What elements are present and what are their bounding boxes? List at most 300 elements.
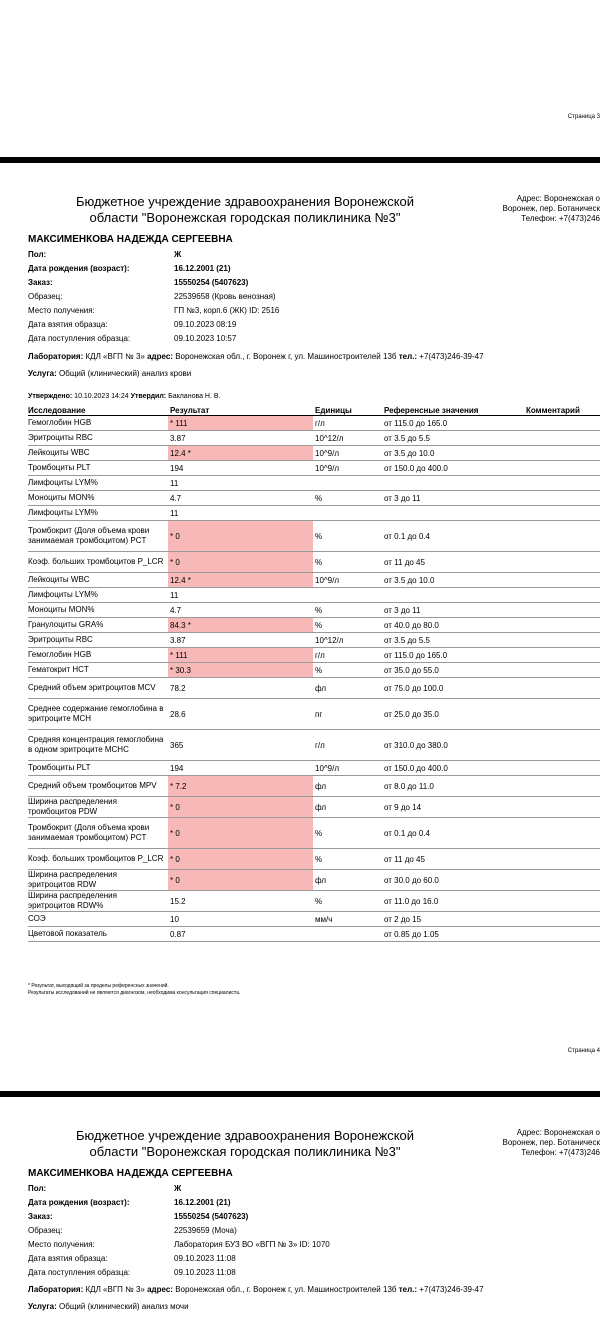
cell-name [28, 663, 166, 677]
cell-unit-text: фл [315, 802, 327, 812]
cell-ref [384, 476, 524, 490]
cell-name [28, 446, 166, 460]
cell-result-text: * 7.2 [170, 781, 187, 791]
info-label: Пол: [28, 1184, 47, 1193]
cell-name [28, 849, 166, 869]
info-value: 09.10.2023 08:19 [174, 320, 237, 329]
table-row [28, 927, 600, 942]
info-value: 09.10.2023 11:08 [174, 1268, 236, 1277]
info-row [28, 248, 588, 262]
table-row [28, 603, 600, 618]
cell-name [28, 818, 166, 848]
info-row [28, 1196, 588, 1210]
info-row [28, 332, 588, 346]
cell-comment [526, 431, 600, 445]
table-body [28, 416, 600, 942]
cell-ref-text: от 3.5 до 10.0 [384, 575, 435, 585]
cell-ref [384, 588, 524, 602]
table-row [28, 618, 600, 633]
cell-result-text: 0.87 [170, 929, 186, 939]
cell-ref [384, 506, 524, 520]
cell-result [168, 431, 313, 445]
cell-name-text: Коэф. больших тромбоцитов P_LCR [28, 854, 164, 863]
cell-comment [526, 603, 600, 617]
cell-name [28, 648, 166, 662]
addr-value: Воронежская обл., г. Воронеж г, ул. Машиностроителей 13б [175, 352, 397, 361]
info-row [28, 290, 588, 304]
cell-ref [384, 730, 524, 760]
address-line-2: Воронеж, пер. Ботаническ [502, 204, 600, 213]
cell-comment [526, 699, 600, 729]
cell-name [28, 506, 166, 520]
cell-ref [384, 521, 524, 551]
cell-unit-text: фл [315, 781, 327, 791]
table-row [28, 870, 600, 891]
cell-result-text: * 111 [170, 650, 188, 660]
cell-unit [315, 603, 381, 617]
info-value: 16.12.2001 (21) [174, 1198, 231, 1207]
cell-name [28, 491, 166, 505]
page-separator [0, 157, 600, 163]
cell-unit [315, 461, 381, 475]
cell-result [168, 776, 313, 796]
cell-unit [315, 678, 381, 698]
cell-result [168, 891, 313, 911]
cell-ref [384, 797, 524, 817]
table-row [28, 849, 600, 870]
table-row [28, 552, 600, 573]
approver-value: Бакланова Н. В. [168, 393, 221, 400]
cell-comment [526, 849, 600, 869]
cell-ref [384, 648, 524, 662]
cell-name-text: Тромбокрит (Доля объема крови занимаемая тромбоцитом) PCT [28, 526, 150, 545]
lab-label: Лаборатория: [28, 1285, 84, 1294]
cell-ref-text: от 3.5 до 5.5 [384, 433, 430, 443]
approval-line [28, 393, 221, 400]
cell-result [168, 699, 313, 729]
cell-name [28, 912, 166, 926]
service-line [28, 1302, 189, 1311]
cell-comment [526, 506, 600, 520]
cell-ref-text: от 30.0 до 60.0 [384, 875, 439, 885]
service-line [28, 369, 191, 378]
cell-name-text: Средний объем эритроцитов MCV [28, 683, 156, 692]
cell-ref-text: от 11 до 45 [384, 854, 425, 864]
info-label: Дата поступления образца: [28, 334, 131, 343]
cell-ref-text: от 2 до 15 [384, 914, 422, 924]
cell-name [28, 761, 166, 775]
info-label: Место получения: [28, 1240, 95, 1249]
organization-title [40, 194, 450, 226]
cell-result [168, 416, 313, 430]
cell-ref-text: от 40.0 до 80.0 [384, 620, 439, 630]
cell-ref-text: от 150.0 до 400.0 [384, 463, 448, 473]
cell-name [28, 476, 166, 490]
cell-name-text: Коэф. больших тромбоцитов P_LCR [28, 557, 164, 566]
info-value: 09.10.2023 10:57 [174, 334, 237, 343]
cell-name [28, 416, 166, 430]
lab-value: КДЛ «ВГП № 3» [85, 1285, 145, 1294]
cell-name [28, 776, 166, 796]
cell-ref-text: от 3.5 до 10.0 [384, 448, 435, 458]
cell-unit-text: мм/ч [315, 914, 333, 924]
service-value: Общий (клинический) анализ крови [59, 369, 192, 378]
cell-unit [315, 588, 381, 602]
cell-comment [526, 416, 600, 430]
info-value: 15550254 (5407623) [174, 1212, 249, 1221]
cell-ref [384, 891, 524, 911]
cell-ref-text: от 8.0 до 11.0 [384, 781, 434, 791]
info-value: 22539658 (Кровь венозная) [174, 292, 276, 301]
cell-ref [384, 870, 524, 890]
cell-result [168, 552, 313, 572]
cell-result [168, 506, 313, 520]
cell-unit-text: г/л [315, 418, 325, 428]
cell-result [168, 818, 313, 848]
table-row [28, 573, 600, 588]
cell-unit [315, 573, 381, 587]
cell-ref-text: от 11.0 до 16.0 [384, 896, 439, 906]
table-row [28, 648, 600, 663]
cell-result-text: 194 [170, 763, 184, 773]
cell-unit [315, 818, 381, 848]
cell-result [168, 912, 313, 926]
cell-result-text: 10 [170, 914, 179, 924]
cell-unit-text: 10^12/л [315, 433, 344, 443]
address-line-1: Адрес: Воронежская о [516, 194, 600, 203]
cell-unit-text: 10^9/л [315, 763, 339, 773]
cell-result-text: 84.3 * [170, 620, 191, 630]
cell-result [168, 870, 313, 890]
cell-comment [526, 912, 600, 926]
table-row [28, 818, 600, 849]
cell-ref [384, 927, 524, 941]
cell-unit [315, 870, 381, 890]
cell-name-text: СОЭ [28, 914, 46, 923]
cell-comment [526, 776, 600, 796]
org-line-1: Бюджетное учреждение здравоохранения Воронежской [75, 194, 415, 209]
tel-label: тел.: [398, 1285, 418, 1294]
cell-ref-text: от 3 до 11 [384, 493, 421, 503]
info-value: ГП №3, корп.6 (ЖК) ID: 2516 [174, 306, 280, 315]
cell-unit-text: пг [315, 709, 323, 719]
cell-comment [526, 573, 600, 587]
info-row [28, 1252, 588, 1266]
table-row [28, 416, 600, 431]
tel-label: тел.: [398, 352, 418, 361]
approved-value: 10.10.2023 14:24 [74, 393, 129, 400]
info-value: 22539659 (Моча) [174, 1226, 237, 1235]
cell-unit-text: фл [315, 683, 327, 693]
info-label: Дата рождения (возраст): [28, 1198, 130, 1207]
cell-result [168, 461, 313, 475]
table-row [28, 521, 600, 552]
cell-result [168, 648, 313, 662]
cell-ref [384, 603, 524, 617]
cell-unit-text: % [315, 854, 323, 864]
cell-result [168, 491, 313, 505]
cell-result-text: * 30.3 [170, 665, 191, 675]
cell-ref-text: от 0.1 до 0.4 [384, 531, 430, 541]
cell-ref [384, 552, 524, 572]
cell-ref [384, 912, 524, 926]
header-comment: Комментарий [526, 406, 580, 415]
cell-result-text: 11 [170, 590, 179, 600]
cell-result-text: 4.7 [170, 493, 182, 503]
cell-ref [384, 761, 524, 775]
cell-unit [315, 776, 381, 796]
cell-ref-text: от 3 до 11 [384, 605, 421, 615]
cell-comment [526, 552, 600, 572]
cell-name-text: Лимфоциты LYM% [28, 590, 98, 599]
page-separator [0, 1091, 600, 1097]
cell-name [28, 461, 166, 475]
cell-ref-text: от 310.0 до 380.0 [384, 740, 448, 750]
cell-ref [384, 849, 524, 869]
cell-result [168, 476, 313, 490]
cell-result [168, 603, 313, 617]
org-address [503, 194, 600, 224]
info-label: Заказ: [28, 278, 53, 287]
table-row [28, 476, 600, 491]
cell-comment [526, 870, 600, 890]
cell-ref-text: от 9 до 14 [384, 802, 422, 812]
cell-unit-text: % [315, 493, 323, 503]
cell-ref [384, 431, 524, 445]
cell-result-text: * 0 [170, 557, 180, 567]
patient-name: МАКСИМЕНКОВА НАДЕЖДА СЕРГЕЕВНА [28, 1168, 233, 1179]
info-label: Образец: [28, 1226, 63, 1235]
cell-unit [315, 648, 381, 662]
cell-ref-text: от 35.0 до 55.0 [384, 665, 439, 675]
org-line-1: Бюджетное учреждение здравоохранения Воронежской [75, 1128, 415, 1143]
patient-info [28, 248, 588, 346]
cell-ref-text: от 25.0 до 35.0 [384, 709, 439, 719]
table-row [28, 912, 600, 927]
cell-name-text: Цветовой показатель [28, 929, 107, 938]
cell-name-text: Гранулоциты GRA% [28, 620, 104, 629]
cell-result [168, 446, 313, 460]
table-row [28, 446, 600, 461]
addr-value: Воронежская обл., г. Воронеж г, ул. Машиностроителей 13б [175, 1285, 397, 1294]
table-row [28, 663, 600, 678]
address-line-1: Адрес: Воронежская о [516, 1128, 600, 1137]
table-row [28, 588, 600, 603]
info-label: Заказ: [28, 1212, 53, 1221]
cell-comment [526, 461, 600, 475]
info-value: Лаборатория БУЗ ВО «ВГП № 3» ID: 1070 [174, 1240, 330, 1249]
footnote-2: Результаты исследований не являются диагнозом, необходима консультация специалиста. [28, 990, 241, 996]
cell-name [28, 797, 166, 817]
cell-ref [384, 818, 524, 848]
cell-name-text: Тромбоциты PLT [28, 463, 91, 472]
cell-name-text: Лимфоциты LYM% [28, 478, 98, 487]
cell-name [28, 618, 166, 632]
cell-unit [315, 618, 381, 632]
cell-ref-text: от 11 до 45 [384, 557, 425, 567]
cell-result [168, 730, 313, 760]
cell-comment [526, 730, 600, 760]
info-label: Дата поступления образца: [28, 1268, 131, 1277]
cell-result-text: 4.7 [170, 605, 182, 615]
cell-ref [384, 633, 524, 647]
cell-ref [384, 491, 524, 505]
cell-name-text: Лейкоциты WBC [28, 448, 90, 457]
addr-label: адрес: [147, 352, 173, 361]
cell-unit-text: % [315, 620, 323, 630]
info-row [28, 262, 588, 276]
cell-name-text: Гематокрит HCT [28, 665, 89, 674]
cell-comment [526, 663, 600, 677]
cell-ref-text: от 3.5 до 5.5 [384, 635, 430, 645]
cell-result-text: * 111 [170, 418, 188, 428]
cell-ref-text: от 115.0 до 165.0 [384, 418, 448, 428]
cell-comment [526, 797, 600, 817]
cell-ref-text: от 150.0 до 400.0 [384, 763, 448, 773]
cell-comment [526, 818, 600, 848]
cell-result-text: 12.4 * [170, 448, 191, 458]
table-row [28, 761, 600, 776]
cell-comment [526, 476, 600, 490]
cell-result [168, 797, 313, 817]
table-row [28, 491, 600, 506]
cell-unit [315, 476, 381, 490]
info-value: 09.10.2023 11:08 [174, 1254, 236, 1263]
cell-unit [315, 633, 381, 647]
info-row [28, 304, 588, 318]
cell-result-text: 365 [170, 740, 184, 750]
lab-line [28, 1285, 484, 1294]
service-label: Услуга: [28, 369, 57, 378]
cell-result-text: 78.2 [170, 683, 186, 693]
info-row [28, 1266, 588, 1280]
cell-unit [315, 912, 381, 926]
cell-comment [526, 648, 600, 662]
cell-unit [315, 431, 381, 445]
address-line-3: Телефон: +7(473)246 [521, 214, 600, 223]
info-value: 16.12.2001 (21) [174, 264, 231, 273]
cell-unit [315, 491, 381, 505]
cell-name-text: Средний объем тромбоцитов MPV [28, 781, 157, 790]
header-ref: Референсные значения [384, 406, 479, 415]
cell-name [28, 573, 166, 587]
cell-name-text: Гемоглобин HGB [28, 650, 92, 659]
cell-result-text: * 0 [170, 875, 180, 885]
cell-ref [384, 416, 524, 430]
cell-ref [384, 461, 524, 475]
organization-title [40, 1128, 450, 1160]
cell-result [168, 849, 313, 869]
cell-name-text: Лейкоциты WBC [28, 575, 90, 584]
table-row [28, 461, 600, 476]
cell-ref-text: от 0.1 до 0.4 [384, 828, 430, 838]
cell-unit [315, 699, 381, 729]
cell-result-text: * 0 [170, 802, 180, 812]
cell-result [168, 927, 313, 941]
table-row [28, 633, 600, 648]
cell-unit [315, 521, 381, 551]
table-row [28, 431, 600, 446]
cell-result-text: 3.87 [170, 635, 186, 645]
address-line-3: Телефон: +7(473)246 [521, 1148, 600, 1157]
cell-name-text: Эритроциты RBC [28, 433, 93, 442]
org-line-2: области "Воронежская городская поликлиника №3" [89, 1144, 401, 1159]
cell-unit [315, 446, 381, 460]
cell-result [168, 521, 313, 551]
cell-name [28, 927, 166, 941]
cell-unit-text: % [315, 665, 323, 675]
cell-result-text: 15.2 [170, 896, 186, 906]
org-line-2: области "Воронежская городская поликлиника №3" [89, 210, 401, 225]
cell-unit [315, 849, 381, 869]
cell-ref-text: от 75.0 до 100.0 [384, 683, 444, 693]
cell-comment [526, 678, 600, 698]
header-unit: Единицы [315, 406, 352, 415]
cell-unit-text: г/л [315, 650, 325, 660]
table-row [28, 506, 600, 521]
cell-name [28, 552, 166, 572]
tel-value: +7(473)246-39-47 [419, 352, 484, 361]
cell-unit-text: % [315, 828, 323, 838]
cell-name [28, 603, 166, 617]
info-label: Дата рождения (возраст): [28, 264, 130, 273]
cell-unit-text: % [315, 896, 323, 906]
cell-comment [526, 761, 600, 775]
table-header [28, 405, 600, 416]
approved-label: Утверждено: [28, 393, 73, 400]
info-row [28, 1238, 588, 1252]
info-label: Дата взятия образца: [28, 320, 108, 329]
cell-unit [315, 416, 381, 430]
info-label: Пол: [28, 250, 47, 259]
cell-result-text: * 0 [170, 531, 180, 541]
cell-comment [526, 618, 600, 632]
cell-ref [384, 573, 524, 587]
cell-result [168, 663, 313, 677]
cell-result-text: 3.87 [170, 433, 186, 443]
cell-result [168, 678, 313, 698]
cell-unit-text: % [315, 557, 323, 567]
cell-unit-text: % [315, 531, 323, 541]
cell-comment [526, 491, 600, 505]
cell-unit [315, 761, 381, 775]
info-value: Ж [174, 1184, 182, 1193]
cell-result-text: * 0 [170, 828, 180, 838]
cell-unit [315, 730, 381, 760]
approver-label: Утвердил: [130, 393, 167, 400]
cell-ref-text: от 0.85 до 1.05 [384, 929, 439, 939]
cell-name [28, 870, 166, 890]
cell-ref [384, 699, 524, 729]
info-row [28, 276, 588, 290]
cell-result-text: 11 [170, 478, 179, 488]
cell-name-text: Ширина распределения эритроцитов RDW [28, 870, 117, 889]
cell-name [28, 730, 166, 760]
cell-comment [526, 521, 600, 551]
cell-name [28, 699, 166, 729]
cell-name-text: Среднее содержание гемоглобина в эритроците MCH [28, 704, 164, 723]
info-row [28, 318, 588, 332]
cell-name [28, 431, 166, 445]
address-line-2: Воронеж, пер. Ботаническ [502, 1138, 600, 1147]
cell-comment [526, 891, 600, 911]
cell-comment [526, 588, 600, 602]
info-row [28, 1182, 588, 1196]
addr-label: адрес: [147, 1285, 173, 1294]
cell-comment [526, 927, 600, 941]
cell-name-text: Лимфоциты LYM% [28, 508, 98, 517]
cell-unit [315, 927, 381, 941]
